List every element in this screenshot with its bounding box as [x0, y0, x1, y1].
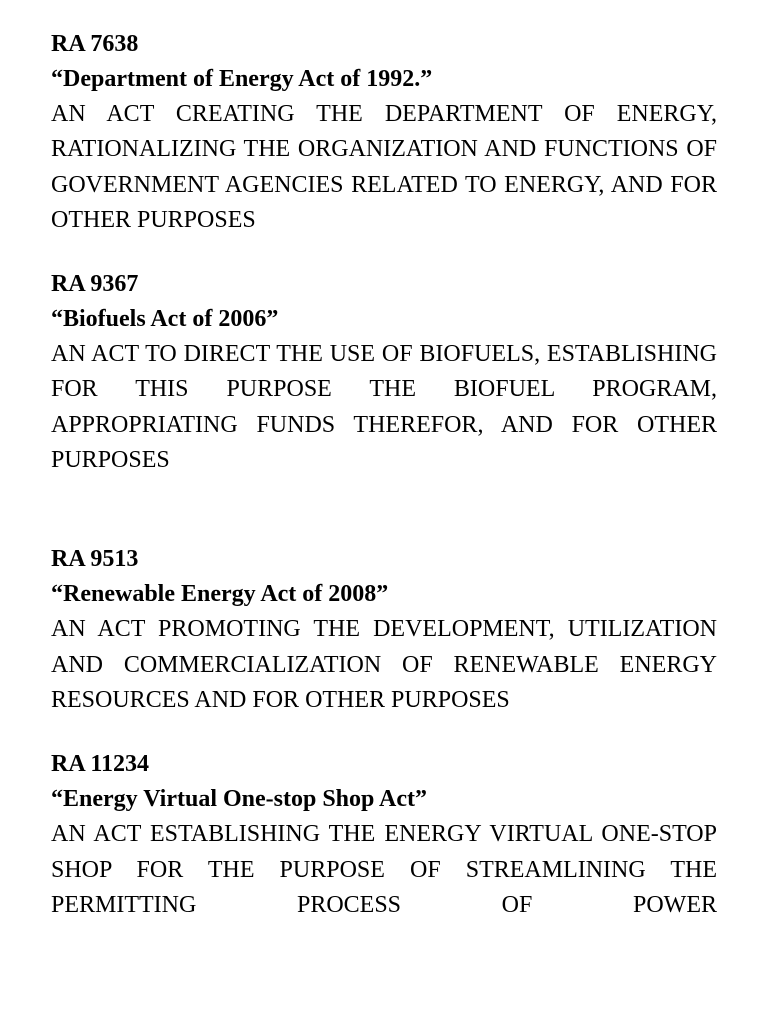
act-description: AN ACT CREATING THE DEPARTMENT OF ENERGY, RATIONALIZING THE ORGANIZATION AND FUNCTIONS OF GOVERNMENT AGENCIES RELATED TO ENERGY, AND FOR OTHER PURPOSES [51, 101, 717, 233]
act-number: RA 11234 [51, 751, 150, 778]
act-description: AN ACT PROMOTING THE DEVELOPMENT, UTILIZATION AND COMMERCIALIZATION OF RENEWABLE ENERGY RESOURCES AND FOR OTHER PURPOSES [51, 616, 717, 713]
act-entry-ra-7638 [51, 27, 717, 238]
act-entry-ra-9513 [51, 542, 717, 718]
act-entry-ra-9367 [51, 267, 717, 478]
act-entry-ra-11234 [51, 747, 717, 923]
act-number: RA 7638 [51, 31, 139, 57]
act-number: RA 9513 [51, 546, 139, 573]
act-title: “Department of Energy Act of 1992.” [51, 66, 433, 92]
act-title: “Renewable Energy Act of 2008” [51, 581, 389, 608]
document-page [51, 27, 717, 923]
act-title: “Biofuels Act of 2006” [51, 306, 279, 333]
act-description: AN ACT TO DIRECT THE USE OF BIOFUELS, ESTABLISHING FOR THIS PURPOSE THE BIOFUEL PROGRAM, APPROPRIATING FUNDS THEREFOR, AND FOR OTHER PURPOSES [51, 341, 717, 474]
act-description: AN ACT ESTABLISHING THE ENERGY VIRTUAL ONE-STOP SHOP FOR THE PURPOSE OF STREAMLINING THE PERMITTING PROCESS OF POWER [51, 821, 717, 918]
act-title: “Energy Virtual One-stop Shop Act” [51, 786, 428, 813]
act-number: RA 9367 [51, 271, 139, 298]
